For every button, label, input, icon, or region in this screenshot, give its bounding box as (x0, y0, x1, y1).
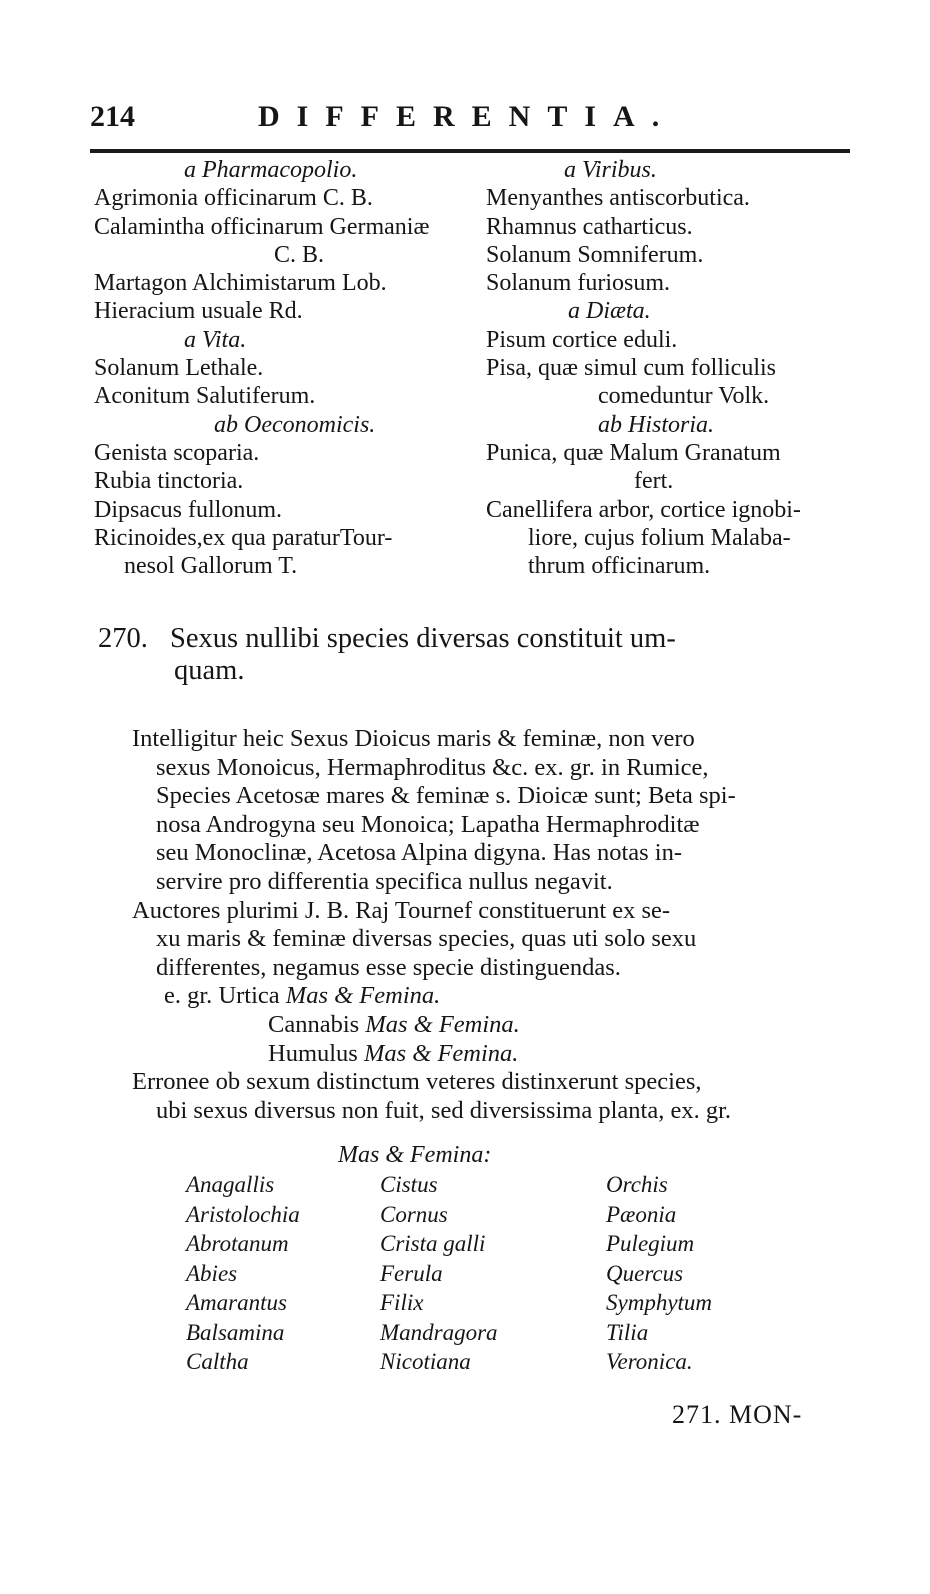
list-item: Genista scoparia. (94, 439, 260, 466)
running-title: DIFFERENTIA. (258, 100, 677, 133)
plant-name: Amarantus (186, 1290, 287, 1315)
paragraph-line: Auctores plurimi J. B. Raj Tournef constituerunt ex se- (132, 896, 671, 924)
list-item: Hieracium usuale Rd. (94, 298, 303, 325)
paragraph-line: Species Acetosæ mares & feminæ s. Dioicæ sunt; Beta spi- (156, 782, 736, 810)
section-heading: a Viribus. (564, 157, 657, 183)
commentary (132, 725, 856, 1125)
plant-name: Veronica. (606, 1349, 693, 1374)
list-item: Canellifera arbor, cortice ignobi- (486, 496, 801, 523)
plant-name: Ferula (380, 1260, 443, 1286)
list-item: Rubia tinctoria. (94, 468, 244, 495)
paragraph-line: ubi sexus diversus non fuit, sed diversissima planta, ex. gr. (156, 1096, 731, 1124)
list-item: thrum officinarum. (528, 553, 711, 580)
aphorism (98, 623, 858, 687)
plant-name: Filix (380, 1290, 424, 1315)
aphorism-text: quam. (174, 655, 245, 686)
list-item: comeduntur Volk. (598, 383, 770, 410)
list-item: nesol Gallorum T. (124, 553, 298, 580)
paragraph-line: seu Monoclinæ, Acetosa Alpina digyna. Has notas in- (156, 839, 682, 867)
page-header (90, 100, 850, 144)
list-item: fert. (634, 468, 674, 495)
paragraph-line: Intelligitur heic Sexus Dioicus maris & feminæ, non vero (132, 725, 695, 752)
section-heading: ab Oeconomicis. (214, 411, 376, 438)
list-item: C. B. (274, 241, 325, 268)
section-heading: a Pharmacopolio. (184, 157, 358, 183)
plant-name: Quercus (606, 1260, 684, 1286)
example-line: Humulus Mas & Femina. (268, 1039, 519, 1067)
example-line: Cannabis Mas & Femina. (268, 1010, 520, 1038)
list-item: Punica, quæ Malum Granatum (486, 439, 781, 466)
list-item: Rhamnus catharticus. (486, 213, 693, 240)
plant-name: Balsamina (186, 1319, 285, 1345)
right-column (486, 156, 851, 580)
aphorism-text: Sexus nullibi species diversas constituit um- (170, 623, 676, 654)
plant-name: Tilia (606, 1319, 649, 1345)
plant-name: Cistus (380, 1172, 438, 1197)
list-item: Aconitum Salutiferum. (94, 383, 316, 410)
plant-name: Abrotanum (186, 1231, 289, 1256)
plant-column (606, 1170, 712, 1377)
list-item: Solanum Lethale. (94, 355, 264, 382)
example-line: e. gr. Urtica Mas & Femina. (164, 982, 441, 1010)
header-rule (90, 149, 850, 153)
paragraph-line: xu maris & feminæ diversas species, quas uti solo sexu (156, 925, 697, 953)
page-number: 214 (90, 100, 135, 133)
list-item: Ricinoides,ex qua paraturTour- (94, 524, 393, 551)
plant-name: Abies (186, 1260, 238, 1286)
left-column (94, 156, 479, 580)
section-heading: a Vita. (184, 326, 247, 353)
list-item: Martagon Alchimistarum Lob. (94, 270, 387, 297)
aphorism-number: 270. (98, 623, 148, 654)
plant-name: Pæonia (606, 1201, 677, 1227)
paragraph-line: sexus Monoicus, Hermaphroditus &c. ex. gr. in Rumice, (156, 753, 709, 781)
list-item: Pisum cortice eduli. (486, 326, 678, 353)
list-item: Menyanthes antiscorbutica. (486, 185, 750, 212)
list-item: Solanum Somniferum. (486, 241, 704, 268)
plant-name: Caltha (186, 1349, 249, 1374)
list-item: Pisa, quæ simul cum folliculis (486, 355, 777, 382)
plant-column (186, 1170, 300, 1377)
plant-name: Symphytum (606, 1290, 713, 1315)
plant-name: Crista galli (380, 1231, 486, 1256)
section-heading: ab Historia. (598, 411, 715, 438)
paragraph-line: differentes, negamus esse specie distinguendas. (156, 953, 621, 981)
mas-femina-heading: Mas & Femina: (338, 1142, 492, 1168)
paragraph-line: nosa Androgyna seu Monoica; Lapatha Hermaphroditæ (156, 810, 700, 838)
plant-name: Nicotiana (380, 1349, 471, 1374)
plant-name: Anagallis (186, 1172, 275, 1197)
list-item: Calamintha officinarum Germaniæ (94, 213, 430, 240)
list-item: Solanum furiosum. (486, 270, 670, 297)
plant-name: Orchis (606, 1172, 668, 1197)
catchword: 271. MON- (672, 1400, 803, 1429)
list-item: Agrimonia officinarum C. B. (94, 185, 373, 212)
list-item: Dipsacus fullonum. (94, 496, 282, 523)
plant-name: Mandragora (380, 1319, 498, 1345)
paragraph-line: servire pro differentia specifica nullus negavit. (156, 867, 613, 895)
plant-name: Cornus (380, 1201, 448, 1227)
section-heading: a Diæta. (568, 298, 651, 325)
plant-column (380, 1170, 498, 1377)
paragraph-line: Erronee ob sexum distinctum veteres distinxerunt species, (132, 1068, 702, 1096)
list-item: liore, cujus folium Malaba- (528, 524, 791, 551)
plant-name: Aristolochia (186, 1201, 300, 1227)
plant-name: Pulegium (606, 1231, 695, 1256)
